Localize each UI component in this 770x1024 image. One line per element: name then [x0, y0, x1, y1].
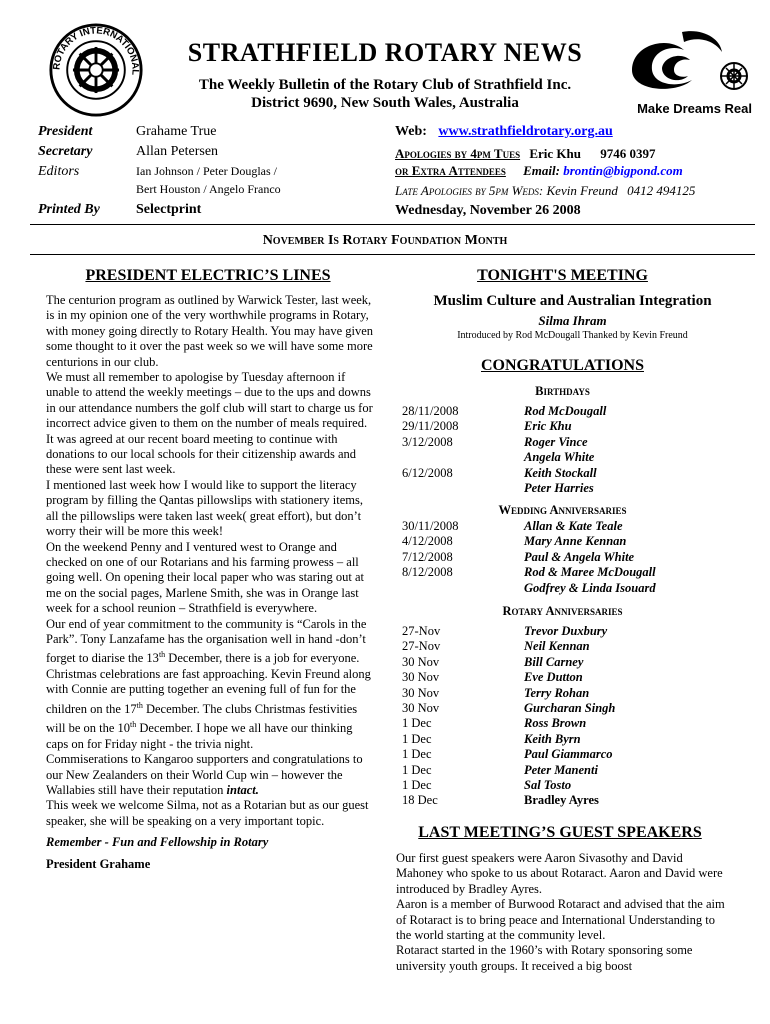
meeting-topic: Muslim Culture and Australian Integration	[433, 293, 712, 309]
divider	[30, 254, 755, 255]
rotary-wheel-logo	[48, 22, 144, 118]
guest-paragraph: Aaron is a member of Burwood Rotaract and advised that the aim of Rotaract is to bring peace and International Understanding to the world starting at the community level.	[396, 897, 725, 943]
list-item-name: Paul Giammarco	[524, 747, 613, 762]
guest-column	[396, 851, 726, 974]
rotary-anniv-heading: Rotary Anniversaries	[502, 604, 623, 618]
list-item-name: Mary Anne Kennan	[524, 534, 627, 549]
list-item	[402, 701, 615, 716]
meeting-intro: Introduced by Rod McDougall Thanked by Kevin Freund	[457, 330, 688, 341]
officer-value: Selectprint	[136, 202, 202, 217]
tonights-meeting-heading: TONIGHT'S MEETING	[477, 267, 648, 284]
list-item	[402, 716, 615, 731]
website-link[interactable]: www.strathfieldrotary.org.au	[438, 124, 613, 139]
list-item-name: Trevor Duxbury	[524, 624, 608, 638]
list-item-date: 30 Nov	[402, 654, 440, 669]
list-item-name: Keith Byrn	[524, 731, 581, 746]
officer-row	[38, 144, 368, 164]
list-item	[402, 686, 615, 701]
issue-date: Wednesday, November 26 2008	[395, 203, 581, 218]
web-row	[395, 124, 613, 140]
list-item-date	[402, 450, 524, 465]
president-paragraph: It was agreed at our recent board meeting to continue with donations to our local schools for their citizenship awards and these were sent last week.	[46, 431, 356, 477]
officer-value: Bert Houston / Angelo Franco	[136, 182, 281, 196]
officer-label: Secretary	[38, 144, 93, 159]
officer-row	[38, 164, 368, 182]
list-item-name: Bradley Ayres	[524, 793, 599, 808]
list-item-date: 7/12/2008	[402, 549, 453, 564]
list-item-name: Roger Vince	[524, 434, 588, 449]
list-item	[402, 435, 606, 450]
list-item-name: Bill Carney	[524, 654, 584, 669]
apologies-label: Apologies by 4pm Tues	[395, 146, 521, 161]
officer-label: Editors	[38, 164, 80, 179]
president-column	[46, 293, 376, 872]
weddings-list	[402, 519, 656, 596]
logo-ring-text: ROTARY INTERNATIONAL	[51, 25, 141, 76]
president-paragraph: This week we welcome Silma, not as a Rotarian but as our guest speaker, she will be speaking on a very important topic.	[46, 798, 369, 828]
list-item-date: 30 Nov	[402, 685, 440, 700]
email-label: Email:	[523, 163, 560, 178]
extra-label: or Extra Attendees	[395, 163, 506, 178]
list-item-date: 4/12/2008	[402, 534, 453, 549]
list-item	[402, 778, 615, 793]
list-item-name: Gurcharan Singh	[524, 701, 616, 716]
list-item-date: 8/12/2008	[402, 565, 453, 580]
president-signoff: President Grahame	[46, 856, 151, 871]
list-item	[402, 404, 606, 419]
list-item-name: Eric Khu	[524, 419, 572, 434]
list-item-name: Sal Tosto	[524, 778, 572, 793]
officers-block	[38, 124, 368, 222]
list-item-name: Paul & Angela White	[524, 549, 635, 564]
subtitle-line-1: The Weekly Bulletin of the Rotary Club of Strathfield Inc.	[198, 77, 572, 93]
list-item-date: 1 Dec	[402, 731, 432, 746]
president-paragraph: Our end of year commitment to the community is “Carols in the Park”. Tony Lanzafame has the organisation well in hand -don’t forget to diarise the 13th December, there is a job for everyone.	[46, 616, 367, 666]
list-item-date	[402, 581, 524, 596]
list-item	[402, 793, 615, 808]
remember-line: Remember - Fun and Fellowship in Rotary	[46, 835, 269, 850]
list-item-name: Godfrey & Linda Isouard	[524, 580, 656, 595]
birthdays-list	[402, 404, 606, 496]
birthdays-heading: Birthdays	[535, 384, 590, 398]
list-item-date	[402, 481, 524, 496]
list-item-date: 28/11/2008	[402, 404, 459, 418]
list-item	[402, 732, 615, 747]
list-item	[402, 655, 615, 670]
list-item-name: Rod McDougall	[524, 404, 607, 418]
list-item-date: 30 Nov	[402, 670, 440, 685]
late-contact: Kevin Freund	[546, 183, 618, 198]
list-item-date: 1 Dec	[402, 716, 432, 731]
meeting-speaker: Silma Ihram	[538, 313, 607, 328]
banner-month: November Is Rotary Foundation Month	[262, 233, 508, 248]
president-paragraph: Commiserations to Kangaroo supporters and congratulations to our New Zealanders on their World Cup win – however the Wallabies still have their reputation intact.	[46, 752, 363, 798]
president-paragraph: The centurion program as outlined by Warwick Tester, last week, is in my opinion one of the very worthwhile programs in Rotary, with money going directly to Rotary Health. You may have given some thought to it over the past week so we will have some more centurions in our club.	[46, 293, 374, 369]
list-item-date: 1 Dec	[402, 762, 432, 777]
list-item	[402, 565, 656, 580]
wedding-heading: Wedding Anniversaries	[498, 503, 627, 517]
officer-value: Grahame True	[136, 124, 217, 139]
list-item-name: Eve Dutton	[524, 670, 583, 685]
list-item-name: Allan & Kate Teale	[524, 519, 623, 533]
list-item-date: 18 Dec	[402, 793, 438, 808]
president-heading: PRESIDENT ELECTRIC’S LINES	[85, 267, 331, 284]
list-item-date: 30/11/2008	[402, 519, 459, 533]
make-dreams-real-logo	[622, 30, 752, 94]
list-item-name: Terry Rohan	[524, 685, 590, 700]
guest-paragraph: Our first guest speakers were Aaron Sivasothy and David Mahoney who spoke to us about Rotaract. Aaron and David were introduced by Bradley Ayres.	[396, 851, 723, 896]
list-item	[402, 747, 615, 762]
guest-speakers-heading: LAST MEETING’S GUEST SPEAKERS	[418, 824, 702, 841]
congratulations-heading: CONGRATULATIONS	[481, 357, 644, 374]
president-paragraph: We must all remember to apologise by Tuesday afternoon if unable to attend the weekly meetings – due to the ups and downs in our attendance numbers the golf club will start to charge us for incorrect advice given to them on the number of meals required.	[46, 370, 373, 431]
list-item-date: 1 Dec	[402, 778, 432, 793]
officer-row	[38, 202, 368, 222]
officer-row	[38, 124, 368, 144]
list-item	[402, 581, 656, 596]
list-item	[402, 481, 606, 496]
apologies-contact: Eric Khu	[529, 146, 581, 161]
extra-row	[395, 163, 683, 179]
list-item	[402, 534, 656, 549]
list-item	[402, 450, 606, 465]
late-phone: 0412 494125	[627, 183, 696, 198]
apologies-phone: 9746 0397	[600, 146, 656, 161]
apologies-row	[395, 146, 656, 162]
list-item-name: Ross Brown	[524, 716, 587, 731]
subtitle-line-2: District 9690, New South Wales, Australia	[251, 95, 519, 111]
list-item-name: Peter Manenti	[524, 762, 598, 777]
list-item	[402, 466, 606, 481]
list-item	[402, 670, 615, 685]
newsletter-title: STRATHFIELD ROTARY NEWS	[187, 38, 583, 67]
list-item-name: Peter Harries	[524, 481, 594, 496]
slogan: Make Dreams Real	[637, 101, 752, 116]
list-item-date: 6/12/2008	[402, 465, 453, 480]
list-item	[402, 639, 615, 654]
officer-row	[38, 182, 368, 200]
officer-value: Allan Petersen	[136, 144, 219, 159]
divider	[30, 224, 755, 225]
list-item-date: 1 Dec	[402, 747, 432, 762]
list-item	[402, 550, 656, 565]
late-row	[395, 183, 695, 199]
list-item-name: Neil Kennan	[524, 639, 590, 654]
officer-value: Ian Johnson / Peter Douglas /	[136, 164, 277, 178]
officer-label: Printed By	[38, 202, 100, 217]
list-item-name: Rod & Maree McDougall	[524, 565, 656, 580]
list-item	[402, 419, 606, 434]
president-paragraph: On the weekend Penny and I ventured west to Orange and checked on one of our Rotarians and his farming prowess – all going well. On opening their local paper who was staring out at me on the social pages, Marlene Smith, she was in Orange last week for a school reunion – Strathfield is everywhere.	[46, 539, 364, 616]
web-label: Web:	[395, 124, 427, 139]
guest-paragraph: Rotaract started in the 1960’s with Rotary sponsoring some university youth groups. It received a big boost	[396, 943, 693, 973]
list-item-date: 27-Nov	[402, 639, 441, 654]
list-item	[402, 763, 615, 778]
officer-label	[38, 182, 136, 200]
president-paragraph: Christmas celebrations are fast approaching. Kevin Freund along with Connie are putting together an evening full of fun for the children on the 17th December. The clubs Christmas festivities will be on the 10th December. I hope we all have our thinking caps on for Friday night - the trivia night.	[46, 666, 371, 751]
officer-label: President	[38, 124, 93, 139]
list-item-date: 30 Nov	[402, 701, 440, 716]
rotary-anniv-list	[402, 624, 615, 809]
late-label: Late Apologies by 5pm Weds:	[395, 183, 544, 198]
newsletter-subtitle	[150, 76, 620, 112]
list-item-name: Keith Stockall	[524, 465, 597, 480]
list-item	[402, 519, 656, 534]
list-item-date: 29/11/2008	[402, 419, 459, 434]
list-item-name: Angela White	[524, 450, 595, 465]
email-link[interactable]: brontin@bigpond.com	[563, 163, 683, 178]
list-item-date: 3/12/2008	[402, 434, 453, 449]
list-item	[402, 624, 615, 639]
list-item-date: 27-Nov	[402, 624, 441, 638]
president-paragraph: I mentioned last week how I would like to support the literacy program by filling the Qantas pillowslips with stationery items, all the pillowslips were taken last week( great effort), but don’t worry their will be more this week!	[46, 477, 363, 539]
